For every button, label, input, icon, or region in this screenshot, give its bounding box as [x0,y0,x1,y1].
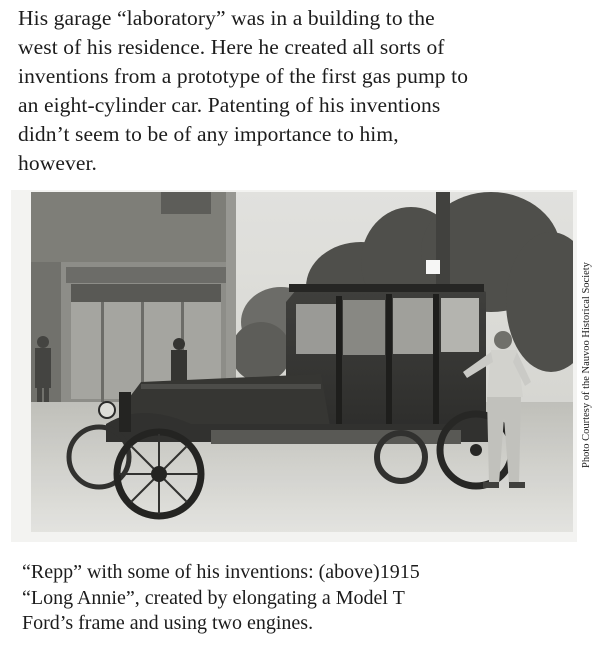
intro-line: an eight-cylinder car. Patenting of his inventions [18,93,441,117]
photo-frame [11,190,577,542]
caption-line: “Repp” with some of his inventions: (above)1915 [22,561,420,583]
intro-line: didn’t seem to be of any importance to him, [18,122,399,146]
intro-paragraph [18,4,598,178]
photo-tint [31,192,573,532]
photo-illustration [31,192,573,532]
caption-line: “Long Annie”, created by elongating a Model T [22,586,405,609]
photo-credit: Photo Courtesy of the Nauvoo Historical Society [581,262,592,468]
photo-caption [22,560,602,637]
historic-car-photo [31,192,573,532]
caption-line: Ford’s frame and using two engines. [22,612,314,634]
intro-line: inventions from a prototype of the first gas pump to [18,64,469,88]
intro-line: west of his residence. Here he created all sorts of [18,35,445,59]
intro-line: His garage “laboratory” was in a building to the [18,6,435,30]
intro-line: however. [18,151,98,175]
